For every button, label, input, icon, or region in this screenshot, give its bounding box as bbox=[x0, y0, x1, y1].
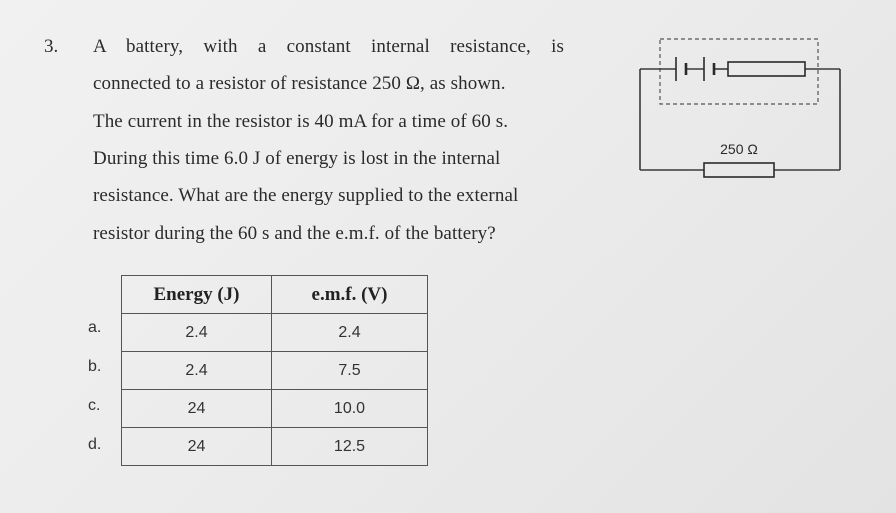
circuit-diagram bbox=[630, 30, 860, 190]
header-energy: Energy (J) bbox=[122, 276, 272, 314]
question-line-5: resistance. What are the energy supplied to the external bbox=[93, 185, 519, 206]
cell-emf: 7.5 bbox=[272, 352, 428, 390]
question-line-4: During this time 6.0 J of energy is lost in the internal bbox=[93, 148, 501, 169]
external-resistor bbox=[704, 163, 774, 177]
option-label-a: a. bbox=[88, 319, 102, 336]
answer-table bbox=[121, 275, 428, 466]
battery-enclosure-dashed bbox=[660, 39, 818, 104]
table-row bbox=[122, 428, 428, 466]
table-row bbox=[122, 390, 428, 428]
table-row bbox=[122, 352, 428, 390]
question-line-1: A battery, with a constant internal resistance, is bbox=[93, 36, 564, 57]
question-line-2: connected to a resistor of resistance 250 Ω, as shown. bbox=[93, 73, 506, 94]
cell-energy: 2.4 bbox=[122, 314, 272, 352]
question-number: 3. bbox=[44, 36, 59, 57]
question-line-3: The current in the resistor is 40 mA for a time of 60 s. bbox=[93, 111, 509, 132]
question-line-6: resistor during the 60 s and the e.m.f. of the battery? bbox=[93, 223, 496, 244]
resistor-label: 250 Ω bbox=[720, 141, 758, 157]
option-label-d: d. bbox=[88, 436, 102, 453]
cell-emf: 2.4 bbox=[272, 314, 428, 352]
cell-energy: 24 bbox=[122, 390, 272, 428]
cell-emf: 10.0 bbox=[272, 390, 428, 428]
option-label-b: b. bbox=[88, 358, 102, 375]
internal-resistor bbox=[728, 62, 805, 76]
option-label-c: c. bbox=[88, 397, 101, 414]
cell-energy: 24 bbox=[122, 428, 272, 466]
header-emf: e.m.f. (V) bbox=[272, 276, 428, 314]
table-row bbox=[122, 314, 428, 352]
cell-emf: 12.5 bbox=[272, 428, 428, 466]
table-header-row bbox=[122, 276, 428, 314]
cell-energy: 2.4 bbox=[122, 352, 272, 390]
